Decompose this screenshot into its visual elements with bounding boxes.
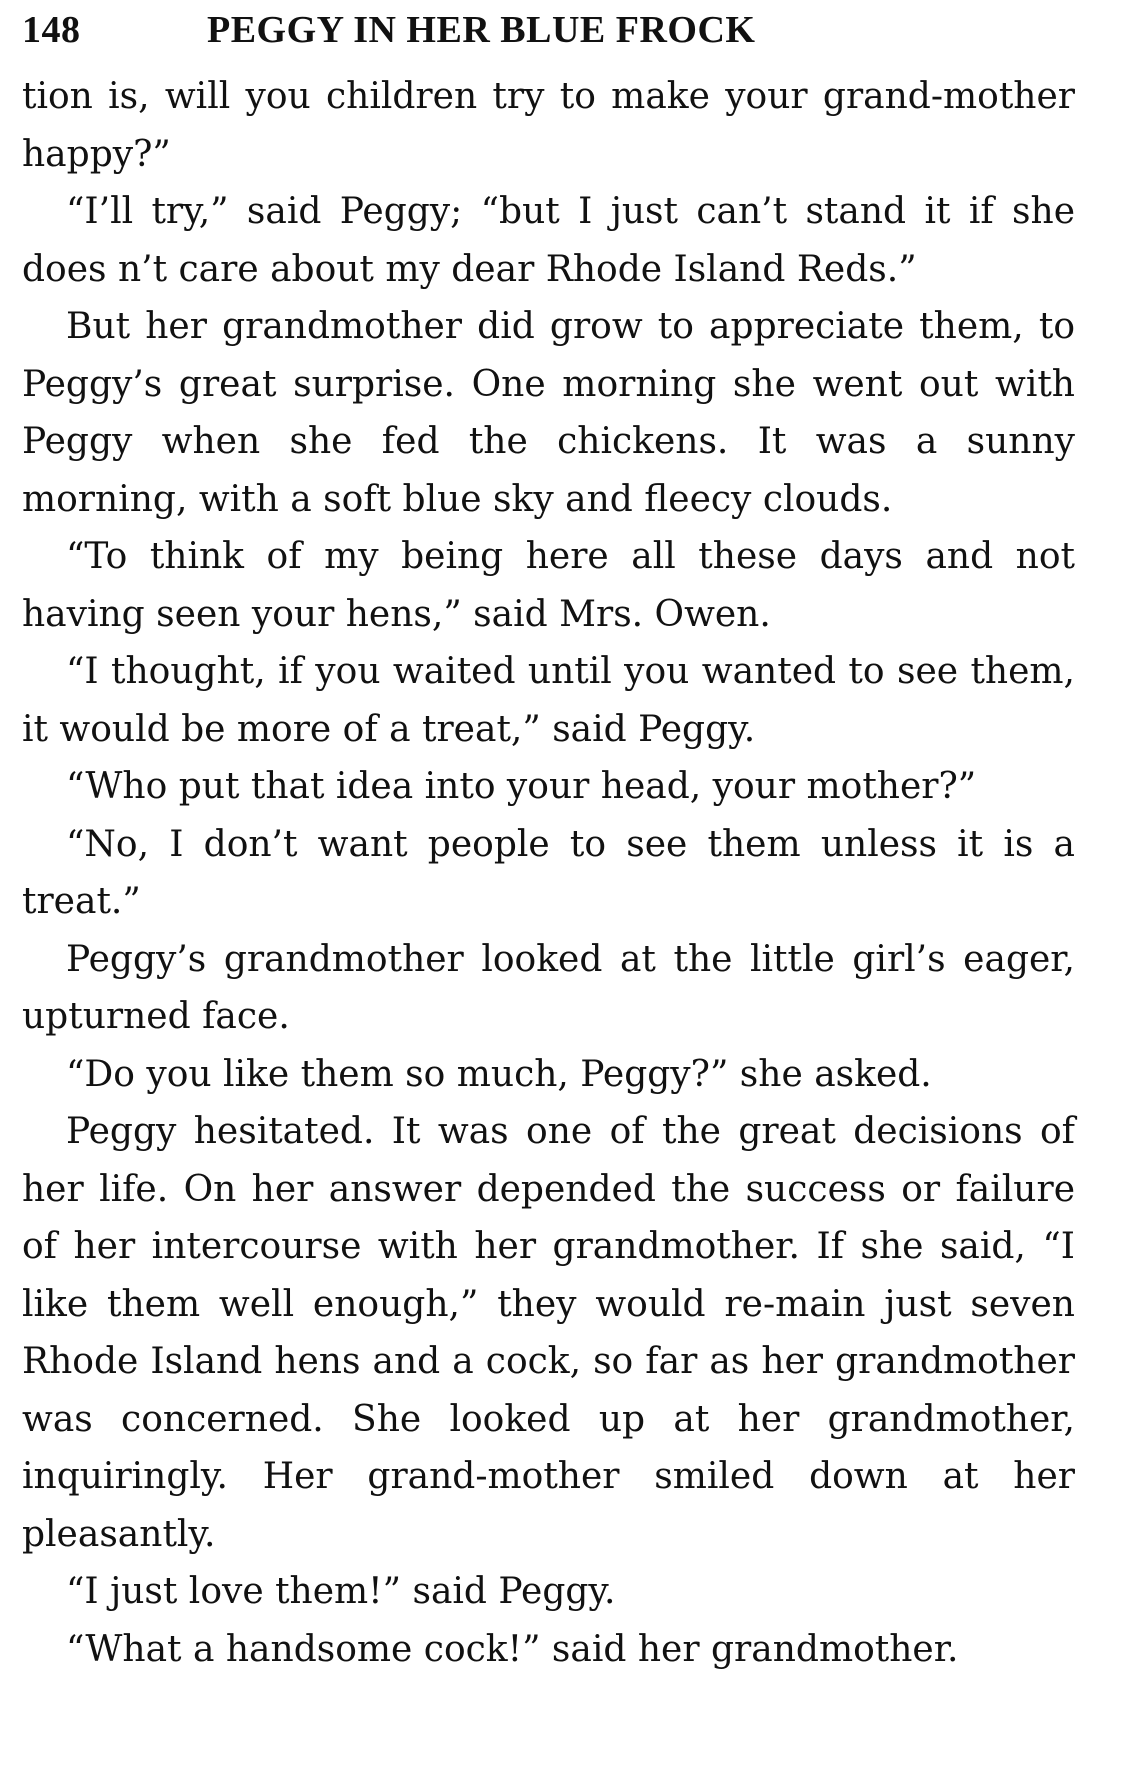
paragraph: “To think of my being here all these days and not having seen your hens,” said Mrs. Owen.: [22, 536, 1075, 635]
paragraph: “I thought, if you waited until you wanted to see them, it would be more of a treat,” said Peggy.: [22, 651, 1075, 750]
paragraph: “What a handsome cock!” said her grandmother.: [66, 1628, 959, 1670]
paragraph: “No, I don’t want people to see them unless it is a treat.”: [22, 823, 1075, 922]
paragraph: “Do you like them so much, Peggy?” she asked.: [66, 1053, 932, 1095]
page-body: [22, 68, 1075, 1678]
paragraph: Peggy hesitated. It was one of the great decisions of her life. On her answer depended the success or failure of her intercourse with her grandmother. If she said, “I like them well enough,” they would re-main just seven Rhode Island hens and a cock, so far as her grandmother was concerned. She looked up at her grandmother, inquiringly. Her grand-mother smiled down at her pleasantly.: [22, 1111, 1075, 1555]
paragraph: “Who put that idea into your head, your mother?”: [66, 766, 977, 807]
running-title: PEGGY IN HER BLUE FROCK: [207, 9, 756, 51]
paragraph: “I just love them!” said Peggy.: [66, 1571, 616, 1612]
paragraph: “I’ll try,” said Peggy; “but I just can’t stand it if she does n’t care about my dear Rhode Island Reds.”: [22, 191, 1075, 290]
page-header: [22, 8, 1075, 68]
paragraph: Peggy’s grandmother looked at the little girl’s eager, upturned face.: [22, 938, 1075, 1037]
paragraph-continued: tion is, will you children try to make your grand-mother happy?”: [22, 76, 1075, 175]
page-number: 148: [22, 9, 81, 51]
book-page: [22, 8, 1075, 1678]
paragraph: But her grandmother did grow to appreciate them, to Peggy’s great surprise. One morning she went out with Peggy when she fed the chickens. It was a sunny morning, with a soft blue sky and fleecy clouds.: [22, 306, 1075, 520]
